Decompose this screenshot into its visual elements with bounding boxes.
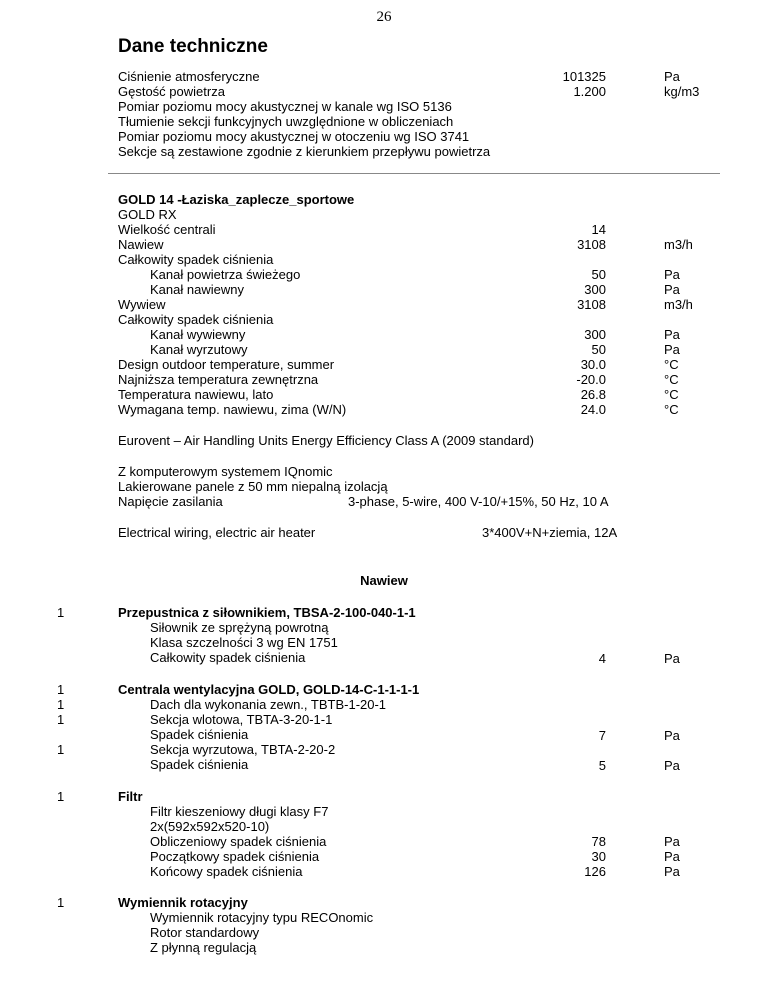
component-unit: Pa [664, 849, 680, 864]
unit-row-unit: °C [664, 372, 679, 387]
control-line: Lakierowane panele z 50 mm niepalną izolacją [118, 479, 388, 494]
component-unit: Pa [664, 651, 680, 666]
unit-name: GOLD 14 -Łaziska_zaplecze_sportowe [118, 192, 355, 207]
unit-row-value: -20.0 [576, 372, 606, 387]
param-value: 101325 [562, 69, 606, 84]
qty: 1 [57, 697, 65, 712]
unit-row-value: 14 [591, 222, 606, 237]
control-line: Z komputerowym systemem IQnomic [118, 464, 333, 479]
unit-row-label: Całkowity spadek ciśnienia [118, 252, 274, 267]
qty: 1 [57, 789, 65, 804]
section-divider [108, 173, 720, 174]
component-value: 5 [598, 758, 606, 773]
param-label: Gęstość powietrza [118, 84, 225, 99]
component-line: Spadek ciśnienia [150, 757, 249, 772]
component-unit: Pa [664, 834, 680, 849]
component-line: Końcowy spadek ciśnienia [150, 864, 303, 879]
page-title: Dane techniczne [118, 36, 268, 57]
unit-row-value: 300 [584, 327, 606, 342]
unit-row-label: Kanał wyrzutowy [150, 342, 248, 357]
eurovent-class: Eurovent – Air Handling Units Energy Efficiency Class A (2009 standard) [118, 433, 534, 448]
unit-row-unit: m3/h [664, 297, 693, 312]
component-value: 126 [584, 864, 606, 879]
component-line: Wymiennik rotacyjny typu RECOnomic [150, 910, 374, 925]
unit-row-unit: °C [664, 402, 679, 417]
unit-model: GOLD RX [118, 207, 177, 222]
component-value: 30 [591, 849, 606, 864]
component-value: 4 [598, 651, 606, 666]
qty: 1 [57, 895, 65, 910]
unit-row-label: Nawiew [118, 237, 164, 252]
component-unit: Pa [664, 758, 680, 773]
component-line: Obliczeniowy spadek ciśnienia [150, 834, 327, 849]
component-name: Przepustnica z siłownikiem, TBSA-2-100-040-1-1 [118, 605, 416, 620]
unit-row-label: Design outdoor temperature, summer [118, 357, 335, 372]
qty: 1 [57, 605, 65, 620]
param-label: Sekcje są zestawione zgodnie z kierunkiem przepływu powietrza [118, 144, 491, 159]
param-label: Tłumienie sekcji funkcyjnych uwzględnione w obliczeniach [118, 114, 454, 129]
unit-row-label: Temperatura nawiewu, lato [118, 387, 274, 402]
param-label: Pomiar poziomu mocy akustycznej w otoczeniu wg ISO 3741 [118, 129, 470, 144]
qty: 1 [57, 682, 65, 697]
component-line: Sekcja wyrzutowa, TBTA-2-20-2 [150, 742, 336, 757]
unit-row-label: Najniższa temperatura zewnętrzna [118, 372, 319, 387]
component-line: Rotor standardowy [150, 925, 260, 940]
unit-row-value: 50 [591, 342, 606, 357]
component-name: Wymiennik rotacyjny [118, 895, 248, 910]
wiring-value: 3*400V+N+ziemia, 12A [482, 525, 618, 540]
unit-row-label: Wielkość centrali [118, 222, 216, 237]
unit-row-value: 300 [584, 282, 606, 297]
component-line: Siłownik ze sprężyną powrotną [150, 620, 329, 635]
component-line: Całkowity spadek ciśnienia [150, 650, 306, 665]
param-label: Ciśnienie atmosferyczne [118, 69, 260, 84]
component-line: Początkowy spadek ciśnienia [150, 849, 320, 864]
component-line: Sekcja wlotowa, TBTA-3-20-1-1 [150, 712, 333, 727]
unit-row-value: 24.0 [580, 402, 606, 417]
unit-row-unit: Pa [664, 282, 680, 297]
component-line: Klasa szczelności 3 wg EN 1751 [150, 635, 338, 650]
param-label: Pomiar poziomu mocy akustycznej w kanale wg ISO 5136 [118, 99, 452, 114]
unit-row-label: Całkowity spadek ciśnienia [118, 312, 274, 327]
unit-row-value: 3108 [577, 237, 606, 252]
component-unit: Pa [664, 864, 680, 879]
param-value: 1.200 [573, 84, 606, 99]
supply-value: 3-phase, 5-wire, 400 V-10/+15%, 50 Hz, 10 A [348, 494, 609, 509]
component-name: Centrala wentylacyjna GOLD, GOLD-14-C-1-1-1-1 [118, 682, 420, 697]
wiring-label: Electrical wiring, electric air heater [118, 525, 316, 540]
component-line: Filtr kieszeniowy długi klasy F7 [150, 804, 329, 819]
unit-row-unit: °C [664, 387, 679, 402]
page-number: 26 [376, 9, 392, 25]
unit-row-unit: m3/h [664, 237, 693, 252]
component-line: Z płynną regulacją [150, 940, 257, 955]
unit-row-unit: Pa [664, 267, 680, 282]
qty: 1 [57, 712, 65, 727]
unit-row-unit: Pa [664, 327, 680, 342]
unit-row-label: Kanał nawiewny [150, 282, 244, 297]
component-name: Filtr [118, 789, 143, 804]
section-title: Nawiew [360, 573, 408, 588]
unit-row-label: Wywiew [118, 297, 166, 312]
component-line: Dach dla wykonania zewn., TBTB-1-20-1 [150, 697, 387, 712]
unit-row-value: 50 [591, 267, 606, 282]
component-unit: Pa [664, 728, 680, 743]
unit-row-label: Kanał powietrza świeżego [150, 267, 301, 282]
param-unit: Pa [664, 69, 680, 84]
qty: 1 [57, 742, 65, 757]
unit-row-label: Wymagana temp. nawiewu, zima (W/N) [118, 402, 347, 417]
component-line: 2x(592x592x520-10) [150, 819, 270, 834]
unit-row-value: 30.0 [580, 357, 606, 372]
unit-row-label: Kanał wywiewny [150, 327, 246, 342]
component-value: 7 [598, 728, 606, 743]
unit-row-value: 26.8 [580, 387, 606, 402]
component-line: Spadek ciśnienia [150, 727, 249, 742]
unit-row-value: 3108 [577, 297, 606, 312]
param-unit: kg/m3 [664, 84, 700, 99]
supply-label: Napięcie zasilania [118, 494, 223, 509]
unit-row-unit: °C [664, 357, 679, 372]
component-value: 78 [591, 834, 606, 849]
unit-row-unit: Pa [664, 342, 680, 357]
